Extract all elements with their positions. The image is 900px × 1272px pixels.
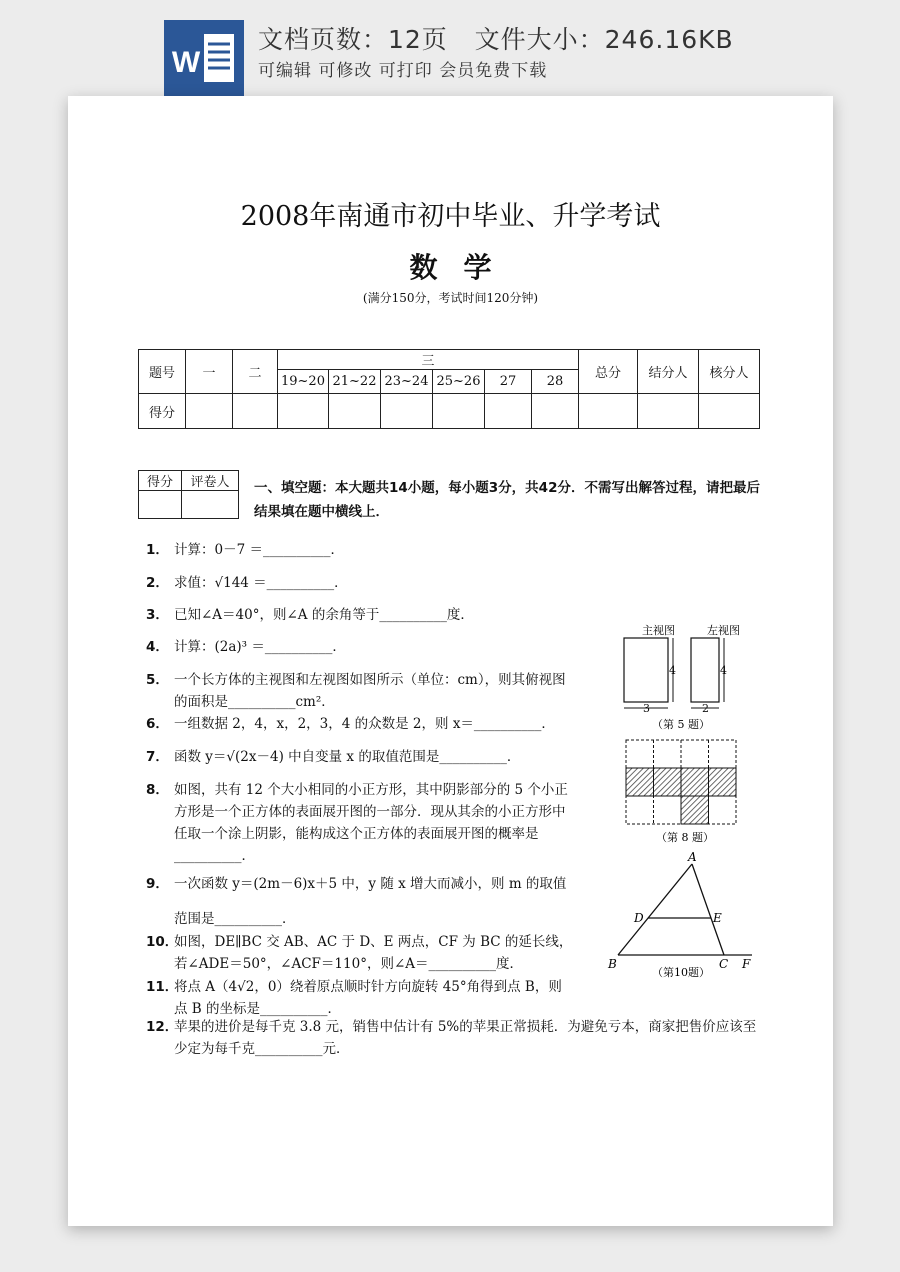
question-number: 7． [146,749,169,765]
grader-box [138,470,239,519]
score-cell [638,394,699,429]
grader-cell [139,491,182,519]
score-cell [532,394,579,429]
question-text: 计算：0－7 ＝__________． [174,542,344,558]
left-view-rect [691,638,719,702]
word-document-icon [164,20,244,96]
question-text: 如图，共有 12 个大小相同的小正方形，其中阴影部分的 5 个小正方形是一个正方体的表面展开图的一部分．现从其余的小正方形中任取一个涂上阴影，能构成这个正方体的表面展开图的概率是__________． [174,782,568,864]
dim-w1: 3 [643,702,650,715]
score-subheader: 27 [485,370,532,394]
dim-w2: 2 [702,702,709,715]
download-banner [0,0,900,96]
figure-8-caption: （第 8 题） [656,831,714,844]
question-text: 苹果的进价是每千克 3.8 元，销售中估计有 5%的苹果正常损耗．为避免亏本，商家把售价应该至少定为每千克__________元． [174,1019,757,1057]
score-header: 核分人 [699,350,760,394]
score-header: 题号 [139,350,186,394]
question-number: 6． [146,716,169,732]
question-text: 一次函数 y＝(2m－6)x＋5 中，y 随 x 增大而减小，则 m 的取值 [174,876,567,892]
question-number: 2． [146,575,169,591]
score-header: 结分人 [638,350,699,394]
exam-note: (满分150分，考试时间120分钟) [362,291,539,305]
label-F: F [742,957,751,971]
score-table [138,349,760,429]
score-subheader: 28 [532,370,579,394]
question-text: 计算：(2a)³ ＝__________． [174,639,346,655]
score-subheader: 23~24 [381,370,433,394]
question-number: 9． [146,876,169,892]
dim-h1: 4 [669,664,676,677]
question-number: 5． [146,672,169,688]
question-text: 一个长方体的主视图和左视图如图所示（单位：cm），则其俯视图的面积是__________cm²． [174,672,566,710]
exam-subject: 数学 [409,251,518,284]
grader-name-label: 评卷人 [182,471,239,491]
score-subheader: 21~22 [329,370,381,394]
grader-cell [182,491,239,519]
score-cell [278,394,329,429]
score-cell [233,394,278,429]
score-cell [329,394,381,429]
dim-h2: 4 [720,664,727,677]
question-text: 将点 A（4√2，0）绕着原点顺时针方向旋转 45°角得到点 B，则点 B 的坐标是__________． [174,979,562,1017]
triangle-lines [618,864,752,955]
front-view-rect [624,638,668,702]
score-cell [699,394,760,429]
score-subheader: 25~26 [433,370,485,394]
question-number: 8． [146,782,169,798]
score-header: 总分 [579,350,638,394]
question-text: 求值：√144 ＝__________． [174,575,348,591]
score-row-label: 得分 [139,394,186,429]
document-page [68,96,833,1226]
score-header: 一 [186,350,233,394]
question-text: 范围是__________． [174,911,296,927]
score-cell [485,394,532,429]
label-A: A [688,852,697,864]
question-text: 函数 y＝√(2x－4) 中自变量 x 的取值范围是__________． [174,749,521,765]
file-features: 可编辑 可修改 可打印 会员免费下载 [258,61,548,81]
question-text: 如图，DE∥BC 交 AB、AC 于 D、E 两点，CF 为 BC 的延长线，若∠ADE＝50°，∠ACF＝110°，则∠A＝__________度． [174,934,573,972]
question-number: 10． [146,934,179,950]
question-number: 11． [146,979,179,995]
label-C: C [719,957,729,971]
score-cell [579,394,638,429]
figure-8-grid [624,736,744,848]
front-view-label: 主视图 [642,624,675,637]
question-text: 一组数据 2，4，x，2，3，4 的众数是 2，则 x＝__________． [174,716,555,732]
score-subheader: 19~20 [278,370,329,394]
word-icon-letter: W [171,46,201,79]
score-cell [186,394,233,429]
label-B: B [608,957,617,971]
label-D: D [634,911,644,925]
score-cell [433,394,485,429]
question-number: 3． [146,607,169,623]
shaded-squares [626,768,736,824]
figure-10-triangle [604,852,764,982]
figure-5-caption: （第 5 题） [652,718,710,731]
left-view-label: 左视图 [707,624,740,637]
question-number: 1． [146,542,169,558]
question-number: 12． [146,1019,179,1035]
section-instructions: 一、填空题：本大题共14小题，每小题3分，共42分．不需写出解答过程，请把最后结果填在题中横线上． [254,480,760,520]
label-E: E [713,911,722,925]
figure-5-views [616,622,746,732]
figure-10-caption: （第10题） [652,966,710,979]
score-header: 二 [233,350,278,394]
grader-score-label: 得分 [139,471,182,491]
question-number: 4． [146,639,169,655]
file-info: 文档页数：12页 文件大小：246.16KB [258,25,734,54]
exam-title: 2008年南通市初中毕业、升学考试 [240,201,661,232]
question-text: 已知∠A＝40°，则∠A 的余角等于__________度． [174,607,474,623]
score-header: 三 [278,350,579,370]
score-cell [381,394,433,429]
